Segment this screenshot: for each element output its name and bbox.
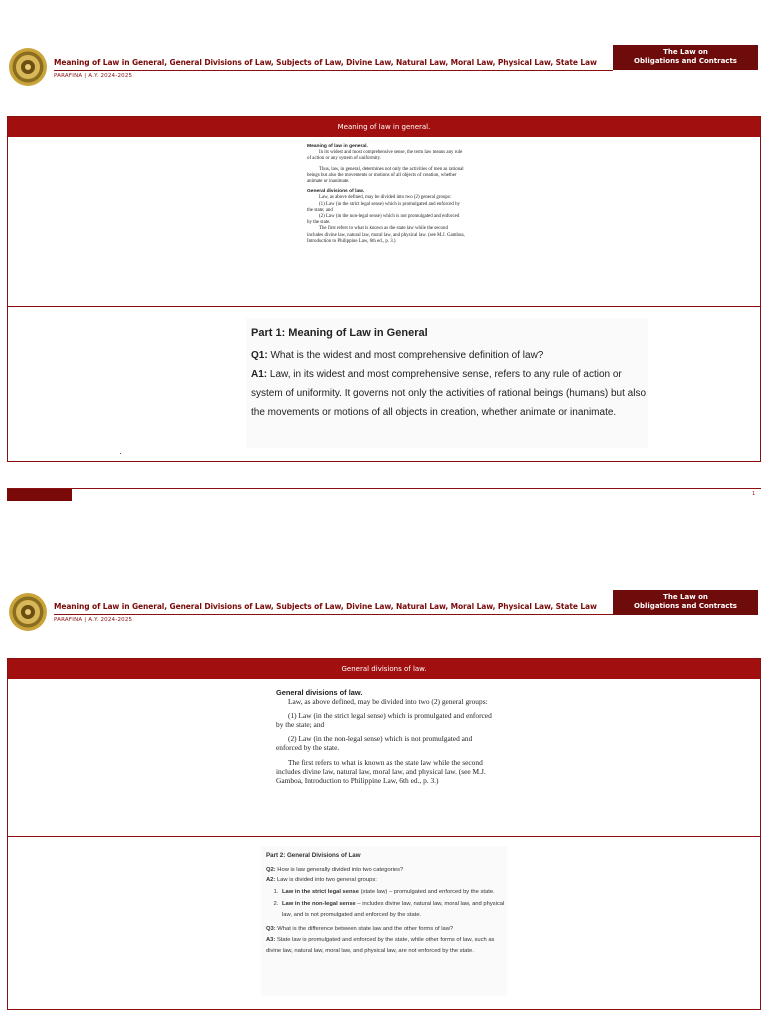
excerpt-paragraph: Law, as above defined, may be divided into two (2) general groups:	[319, 195, 452, 201]
answer-3: A3: State law is promulgated and enforced by the state, while other forms of law, such as divine law, natural law, moral law, and physical law, are not enforced by the state.	[266, 936, 495, 954]
stray-dot	[120, 453, 121, 454]
excerpt-paragraph: Thus, law, in general, determines not only the activities of men as rational beings but also the movements or motions of all objects of creation, whether animate or inanimate.	[307, 166, 464, 185]
excerpt-paragraph: Law, as above defined, may be divided into two (2) general groups:	[288, 697, 488, 707]
excerpt-paragraph: The first refers to what is known as the state law while the second includes divine law, natural law, moral law, and physical law. (see M.J. Gamboa, Introduction to Philippine Law, 6th ed., p. 3.)	[276, 757, 486, 785]
panel-divider	[8, 836, 760, 837]
course-title-line1: The Law on	[663, 593, 708, 601]
answer-2: A2: Law is divided into two general groups:	[266, 877, 377, 884]
header-title: Meaning of Law in General, General Divisions of Law, Subjects of Law, Divine Law, Natural Law, Moral Law, Physical Law, State Law	[54, 602, 597, 611]
excerpt-paragraph: (1) Law (in the strict legal sense) which is promulgated and enforced by the state; and	[276, 711, 492, 730]
excerpt-heading: Meaning of law in general.	[307, 144, 368, 149]
qa-title: Part 2: General Divisions of Law	[266, 852, 361, 859]
footer-block	[7, 489, 72, 501]
question-1: Q1: What is the widest and most comprehensive definition of law?	[251, 350, 544, 361]
excerpt-paragraph: (1) Law (in the strict legal sense) which is promulgated and enforced by the state; and	[307, 201, 460, 213]
panel-title-bar: Meaning of law in general.	[8, 117, 760, 137]
question-2: Q2: How is law generally divided into two categories?	[266, 866, 404, 873]
division-list	[280, 887, 506, 920]
course-title-box	[613, 590, 758, 615]
qa-section	[251, 326, 646, 422]
textbook-excerpt	[307, 144, 465, 245]
course-title-line2: Obligations and Contracts	[634, 602, 737, 610]
header-title: Meaning of Law in General, General Divisions of Law, Subjects of Law, Divine Law, Natural Law, Moral Law, Physical Law, State Law	[54, 58, 597, 67]
header-subtitle: PARAFINA | A.Y. 2024-2025	[54, 73, 133, 79]
qa-section	[266, 851, 506, 956]
course-title-line1: The Law on	[663, 48, 708, 56]
excerpt-heading: General divisions of law.	[276, 688, 363, 697]
header-rule	[54, 614, 613, 615]
course-title-box	[613, 45, 758, 70]
panel-divider	[8, 306, 760, 307]
qa-title: Part 1: Meaning of Law in General	[251, 327, 428, 339]
list-item: 2. Law in the non-legal sense – includes divine law, natural law, moral law, and physical law, and is not promulgated and enforced by the state.	[280, 899, 506, 920]
excerpt-paragraph: In its widest and most comprehensive sense, the term law means any rule of action or any system of uniformity.	[307, 150, 463, 162]
panel-title-bar: General divisions of law.	[8, 659, 760, 679]
excerpt-heading: General divisions of law.	[307, 189, 365, 195]
page-number: 1	[752, 491, 756, 497]
university-seal-icon	[8, 47, 48, 87]
course-title-line2: Obligations and Contracts	[634, 57, 737, 65]
excerpt-paragraph: (2) Law (in the non-legal sense) which is not promulgated and enforced by the state.	[307, 214, 460, 226]
answer-1: A1: Law, in its widest and most comprehensive sense, refers to any rule of action or system of uniformity. It governs not only the activities of rational beings (humans) but also the movements or motions of all objects in creation, whether animate or inanimate.	[251, 369, 646, 418]
excerpt-paragraph: The first refers to what is known as the state law while the second includes divine law, natural law, moral law, and physical law. (see M.J. Gamboa, Introduction to Philippine Law, 6th ed., p. 3.)	[307, 226, 465, 244]
list-item: 1. Law in the strict legal sense (state law) – promulgated and enforced by the state.	[280, 887, 506, 898]
question-3: Q3: What is the difference between state law and the other forms of law?	[266, 926, 454, 933]
header-subtitle: PARAFINA | A.Y. 2024-2025	[54, 617, 133, 623]
university-seal-icon	[8, 592, 48, 632]
header-rule	[54, 70, 613, 71]
footer-rule	[7, 488, 761, 489]
excerpt-paragraph: (2) Law (in the non-legal sense) which is not promulgated and enforced by the state.	[276, 734, 473, 753]
textbook-excerpt	[276, 688, 494, 785]
